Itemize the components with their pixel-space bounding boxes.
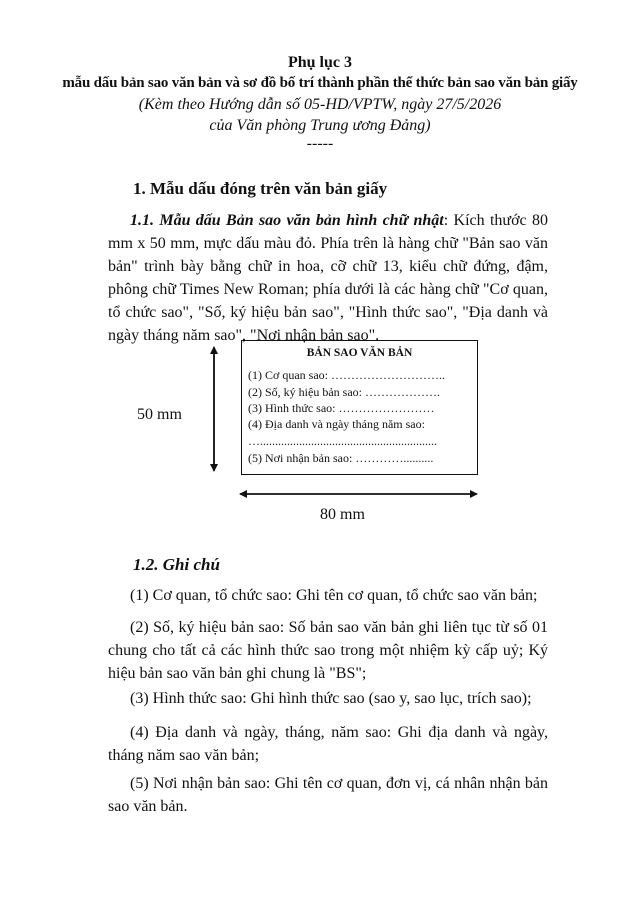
note-2: (2) Số, ký hiệu bản sao: Số bản sao văn bản ghi liên tục từ số 01 chung cho tất cả các hình thức sao trong một nhiệm kỳ cấp uỷ; Ký hiệu bản sao văn bản ghi chung là "BS"; [108, 619, 548, 682]
stamp-line-3: (3) Hình thức sao: …………………… [248, 401, 435, 415]
appendix-note-line2: của Văn phòng Trung ương Đảng) [209, 117, 431, 134]
appendix-title: Phụ lục 3 [287, 54, 352, 71]
stamp-line-2: (2) Số, ký hiệu bản sao: ………………. [248, 385, 440, 399]
section1-2-heading: 1.2. Ghi chú [133, 555, 220, 574]
section1-heading: 1. Mẫu dấu đóng trên văn bản giấy [133, 179, 388, 198]
stamp-line-4: (4) Địa danh và ngày tháng năm sao: [248, 417, 425, 431]
section1-1-lead: 1.1. Mẫu dấu Bản sao văn bản hình chữ nhật [130, 212, 444, 229]
section1-1-text: : Kích thước 80 mm x 50 mm, mực dấu màu đỏ. Phía trên là hàng chữ "Bản sao văn bản" trình bày bằng chữ in hoa, cỡ chữ 13, kiểu chữ đứng, đậm, phông chữ Times New Roman; phía dưới là các hàng chữ "Cơ quan, tổ chức sao", "Số, ký hiệu bản sao", "Hình thức sao", "Địa danh và ngày tháng năm sao", "Nơi nhận bản sao". [108, 212, 548, 344]
height-label: 50 mm [137, 406, 182, 423]
width-label: 80 mm [320, 506, 365, 523]
copy-stamp-box [241, 340, 478, 475]
header-separator: ----- [306, 135, 334, 152]
note-5: (5) Nơi nhận bản sao: Ghi tên cơ quan, đơn vị, cá nhân nhận bản sao văn bản. [108, 775, 548, 815]
appendix-subtitle: mẫu dấu bản sao văn bản và sơ đồ bố trí thành phần thể thức bản sao văn bản giấy [62, 75, 578, 91]
stamp-title: BẢN SAO VĂN BẢN [306, 347, 413, 359]
note-1: (1) Cơ quan, tổ chức sao: Ghi tên cơ quan, tổ chức sao văn bản; [130, 587, 538, 604]
stamp-line-4-dots: …........................................................... [248, 434, 437, 448]
note-3: (3) Hình thức sao: Ghi hình thức sao (sao y, sao lục, trích sao); [130, 690, 532, 707]
stamp-line-1: (1) Cơ quan sao: ……………………….. [248, 368, 445, 382]
appendix-note-line1: (Kèm theo Hướng dẫn số 05-HD/VPTW, ngày 27/5/2026 [138, 96, 502, 113]
stamp-line-5: (5) Nơi nhận bản sao: ………….......... [248, 451, 434, 465]
note-4: (4) Địa danh và ngày, tháng, năm sao: Ghi địa danh và ngày, tháng năm sao văn bản; [108, 724, 548, 764]
